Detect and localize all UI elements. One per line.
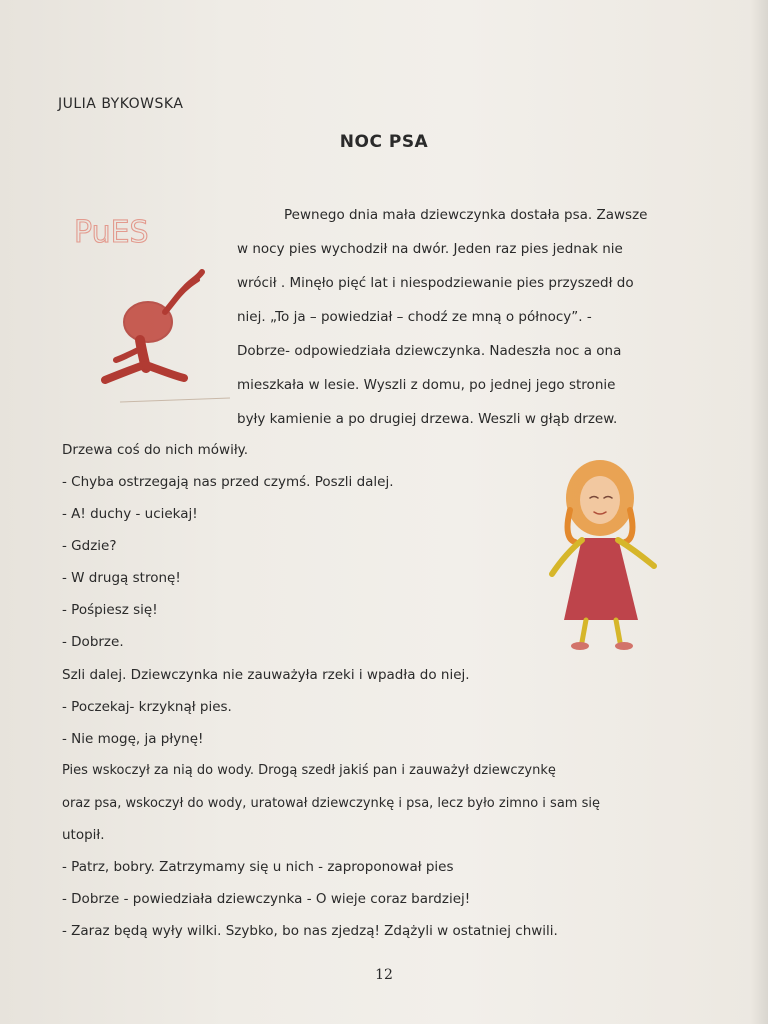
- story-title: [0, 132, 768, 152]
- text-line: Pewnego dnia mała dziewczynka dostała psa. Zawsze: [284, 207, 648, 223]
- text-line: - Patrz, bobry. Zatrzymamy się u nich - zaproponował pies: [62, 859, 454, 875]
- text-line: były kamienie a po drugiej drzewa. Weszli w głąb drzew.: [237, 411, 618, 427]
- page-edge-shadow: [750, 0, 768, 1024]
- text-line: niej. „To ja – powiedział – chodź ze mną o północy”. -: [237, 309, 592, 325]
- text-line: mieszkała w lesie. Wyszli z domu, po jednej jego stronie: [237, 377, 616, 393]
- text-line: - Poczekaj- krzyknął pies.: [62, 699, 232, 715]
- girl-drawing: [520, 450, 680, 660]
- text-line: Szli dalej. Dziewczynka nie zauważyła rzeki i wpadła do niej.: [62, 667, 470, 683]
- text-line: - Nie mogę, ja płynę!: [62, 731, 204, 747]
- text-line: - Gdzie?: [62, 538, 117, 554]
- title-text: NOC PSA: [339, 132, 429, 152]
- text-line: oraz psa, wskoczył do wody, uratował dziewczynkę i psa, lecz było zimno i sam się: [62, 796, 600, 811]
- page-number: 12: [375, 967, 393, 983]
- text-line: - W drugą stronę!: [62, 570, 181, 586]
- text-line: w nocy pies wychodził na dwór. Jeden raz pies jednak nie: [237, 241, 623, 257]
- text-line: - A! duchy - uciekaj!: [62, 506, 198, 522]
- text-line: - Dobrze.: [62, 634, 124, 650]
- text-line: wrócił . Minęło pięć lat i niespodziewanie pies przyszedł do: [237, 275, 634, 291]
- text-line: utopił.: [62, 827, 105, 843]
- author-name: JULIA BYKOWSKA: [58, 96, 184, 112]
- text-line: - Chyba ostrzegają nas przed czymś. Poszli dalej.: [62, 474, 394, 490]
- text-line: Pies wskoczył za nią do wody. Drogą szedł jakiś pan i zauważył dziewczynkę: [62, 763, 556, 778]
- text-line: Dobrze- odpowiedziała dziewczynka. Nadeszła noc a ona: [237, 343, 622, 359]
- text-line: - Pośpiesz się!: [62, 602, 158, 618]
- text-line: Drzewa coś do nich mówiły.: [62, 442, 249, 458]
- drawing-label: PuES: [74, 215, 149, 250]
- text-line: - Zaraz będą wyły wilki. Szybko, bo nas zjedzą! Zdążyli w ostatniej chwili.: [62, 923, 558, 939]
- dog-drawing: [60, 200, 235, 410]
- text-line: - Dobrze - powiedziała dziewczynka - O wieje coraz bardziej!: [62, 891, 471, 907]
